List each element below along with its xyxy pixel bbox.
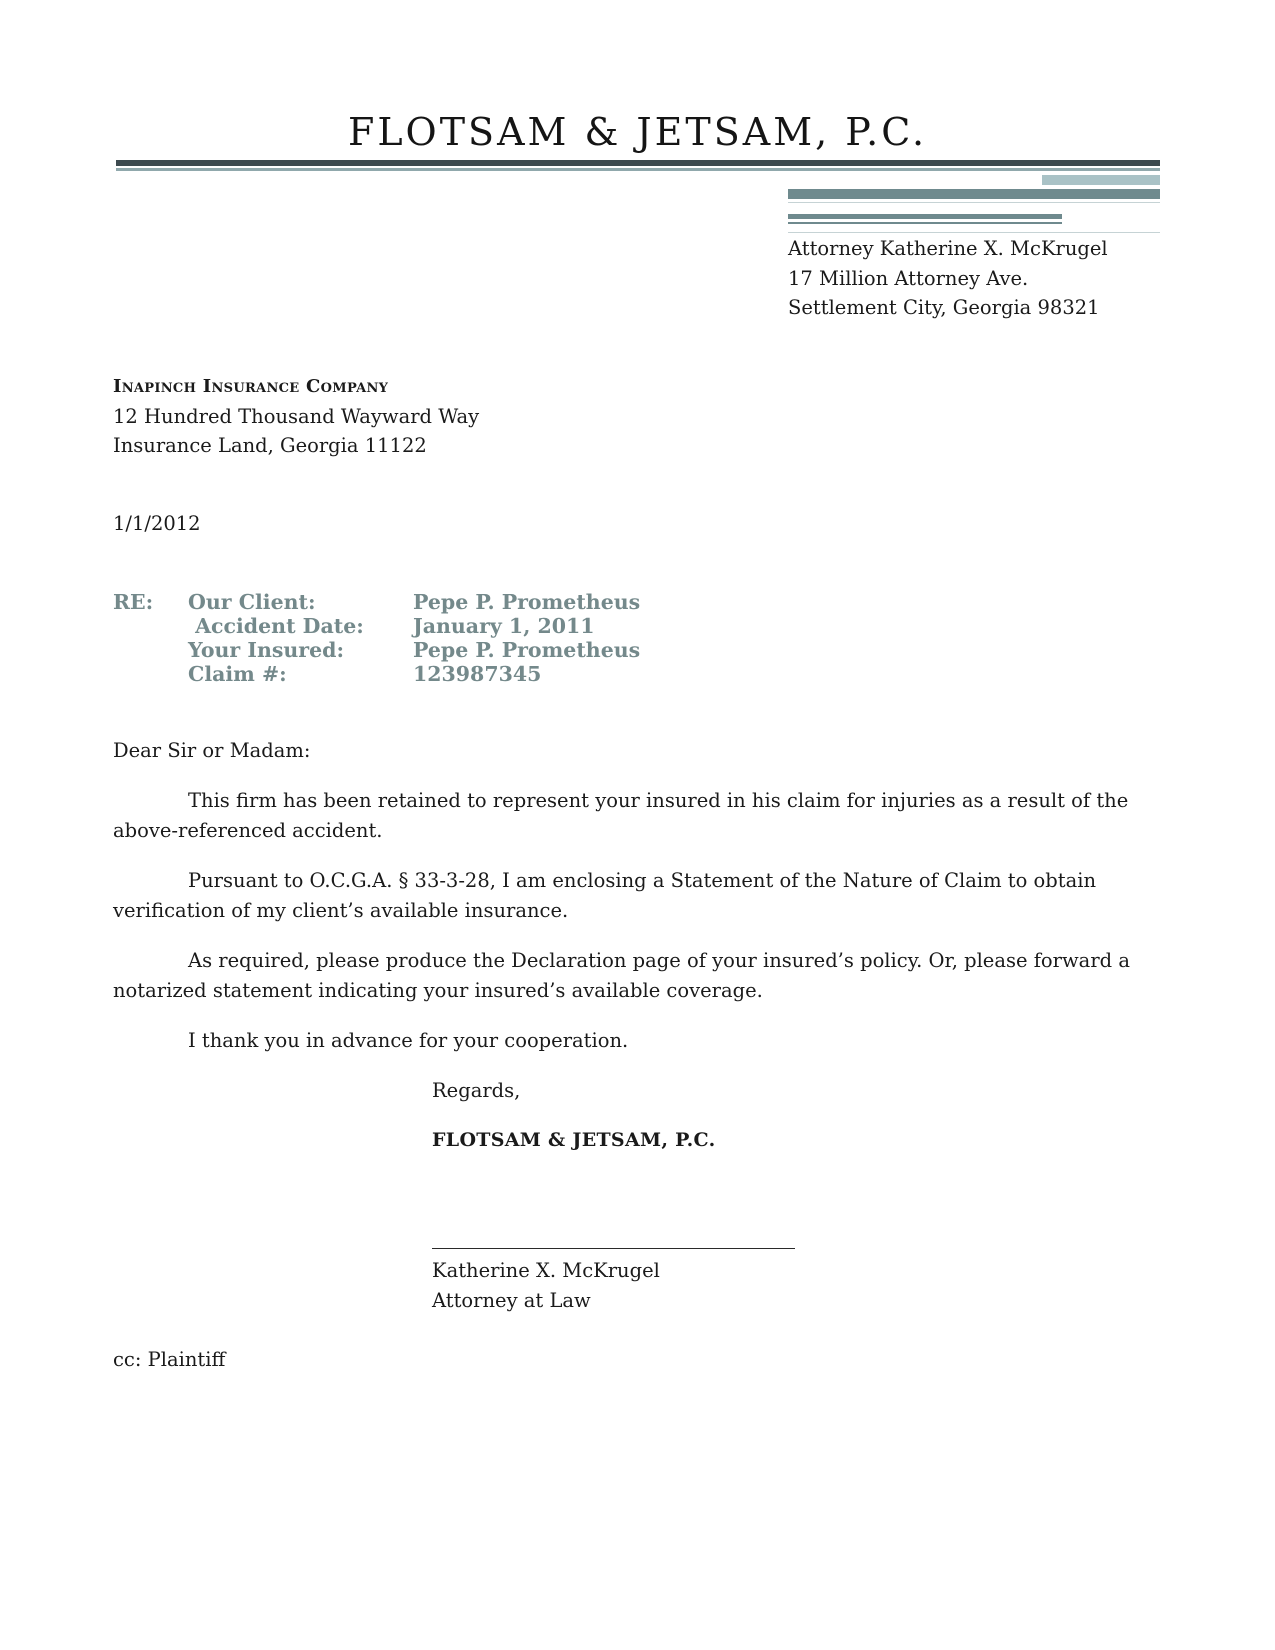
re-key: Our Client:: [188, 590, 316, 614]
recipient-company: Inapinch Insurance Company: [113, 376, 389, 397]
letterhead-bar-short-thin: [788, 222, 1062, 224]
letterhead-thin-line: [788, 202, 1160, 203]
letterhead-hairline: [788, 232, 1160, 233]
firm-letterhead-title: FLOTSAM & JETSAM, P.C.: [347, 110, 928, 154]
paragraph-text: As required, please produce the Declaration page of your insured’s policy. Or, please forward a notarized statement indicating your insured’s available coverage.: [113, 949, 1130, 1002]
cc-line: cc: Plaintiff: [113, 1348, 226, 1371]
sender-address: [788, 234, 1108, 323]
sender-street: 17 Million Attorney Ave.: [788, 266, 1029, 290]
body-paragraph: [113, 946, 1163, 1005]
recipient-street: 12 Hundred Thousand Wayward Way: [113, 404, 480, 428]
closing-regards: Regards,: [432, 1079, 521, 1102]
re-key: Accident Date:: [188, 614, 364, 638]
re-key: Your Insured:: [188, 638, 345, 662]
salutation: Dear Sir or Madam:: [113, 739, 311, 762]
sender-name: Attorney Katherine X. McKrugel: [788, 237, 1108, 260]
paragraph-text: Pursuant to O.C.G.A. § 33-3-28, I am enclosing a Statement of the Nature of Claim to obtain verification of my client’s available insurance.: [113, 869, 1097, 922]
re-value: 123987345: [413, 662, 542, 686]
recipient-city: Insurance Land, Georgia 11122: [113, 434, 427, 457]
letterhead-rule-light: [116, 168, 1160, 171]
letter-date: 1/1/2012: [113, 512, 201, 535]
signer-title: Attorney at Law: [432, 1289, 591, 1312]
recipient-address: [113, 372, 479, 461]
signer-name: Katherine X. McKrugel: [432, 1259, 660, 1282]
closing-firm-name: FLOTSAM & JETSAM, P.C.: [432, 1129, 716, 1151]
letterhead-bar-short: [788, 214, 1062, 219]
body-paragraph: [113, 1026, 1163, 1056]
paragraph-text: This firm has been retained to represent your insured in his claim for injuries as a result of the above-referenced accident.: [113, 789, 1129, 842]
body-paragraph: [113, 866, 1163, 925]
re-label: RE:: [113, 590, 154, 614]
re-key: Claim #:: [188, 662, 287, 686]
letterhead-rule-dark: [116, 160, 1160, 166]
sender-city: Settlement City, Georgia 98321: [788, 296, 1100, 319]
re-value: January 1, 2011: [413, 614, 595, 638]
re-value: Pepe P. Prometheus: [413, 590, 641, 614]
paragraph-text: I thank you in advance for your cooperation.: [188, 1029, 629, 1052]
signature-line: [432, 1248, 795, 1249]
letterhead-bar-wide: [788, 189, 1160, 199]
re-value: Pepe P. Prometheus: [413, 638, 641, 662]
letterhead-accent-block: [1042, 175, 1160, 185]
body-paragraph: [113, 786, 1163, 845]
